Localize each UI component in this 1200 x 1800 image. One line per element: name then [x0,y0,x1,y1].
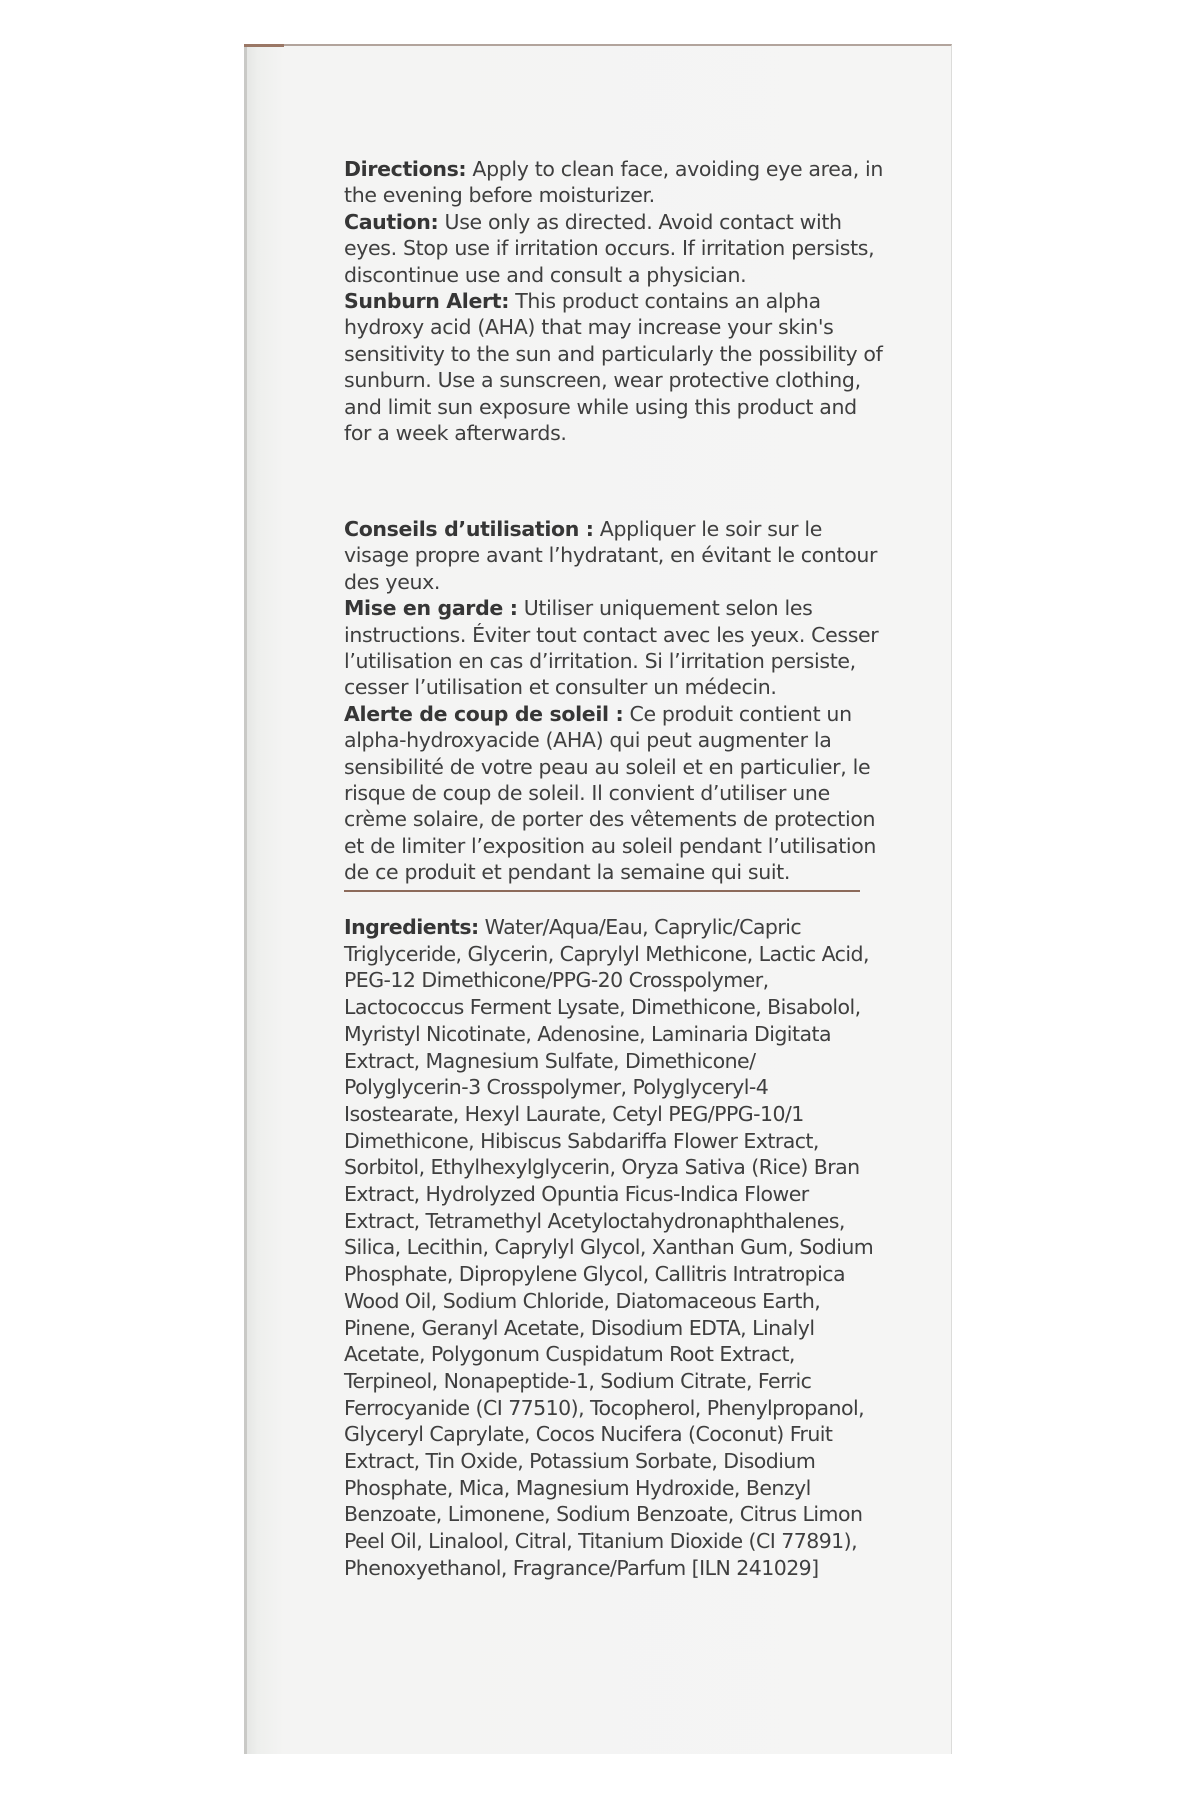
ingredients-section [344,914,884,1582]
product-box-side-panel [244,44,952,1754]
sunburn-heading: Sunburn Alert: [344,289,510,314]
conseils-heading: Conseils d’utilisation : [344,517,594,541]
conseils-paragraph [344,516,884,595]
caution-text: Use only as directed. Avoid contact with eyes. Stop use if irritation occurs. If irritation persists, discontinue use and consult a physician. [344,209,875,287]
directions-heading: Directions: [344,157,467,181]
caution-paragraph [344,209,884,288]
caution-heading: Caution: [344,209,439,234]
sunburn-text: This product contains an alpha hydroxy acid (AHA) that may increase your skin's sensitivity to the sun and particularly the possibility of sunburn. Use a sunscreen, wear protective clothing, and limit sun exposure while using this product and for a week afterwards. [344,289,883,446]
directions-paragraph [344,156,884,209]
mise-en-garde-paragraph [344,595,884,701]
mise-en-garde-heading: Mise en garde : [344,596,518,621]
alerte-text: Ce produit contient un alpha-hydroxyacide (AHA) qui peut augmenter la sensibilité de votre peau au soleil et en particulier, le risque de coup de soleil. Il convient d’utiliser une crème solaire, de porter des vêtements de protection et de limiter l’exposition au soleil pendant l’utilisation de ce produit et pendant la semaine qui suit. [344,701,877,885]
sunburn-paragraph [344,288,884,446]
alerte-paragraph [344,701,884,886]
alerte-heading: Alerte de coup de soleil : [344,701,624,726]
ingredients-paragraph [344,914,884,1582]
directions-text: Apply to clean face, avoiding eye area, in the evening before moisturizer. [344,157,884,208]
english-directions-section [344,156,884,446]
panel-left-edge [244,46,247,1754]
section-divider [344,890,860,892]
conseils-text: Appliquer le soir sur le visage propre avant l’hydratant, en évitant le contour des yeux. [344,517,878,594]
french-directions-section [344,516,884,886]
ingredients-list: Water/Aqua/Eau, Caprylic/Capric Triglyceride, Glycerin, Caprylyl Methicone, Lactic Acid, PEG-12 Dimethicone/PPG-20 Crosspolymer, Lactococcus Ferment Lysate, Dimethicone, Bisabolol, Myristyl Nicotinate, Adenosine, Laminaria Digitata Extract, Magnesium Sulfate, Dimethicone/ Polyglycerin-3 Crosspolymer, Polyglyceryl-4 Isostearate, Hexyl Laurate, Cetyl PEG/PPG-10/1 Dimethicone, Hibiscus Sabdariffa Flower Extract, Sorbitol, Ethylhexylglycerin, Oryza Sativa (Rice) Bran Extract, Hydrolyzed Opuntia Ficus-Indica Flower Extract, Tetramethyl Acetyloctahydronaphthalenes, Silica, Lecithin, Caprylyl Glycol, Xanthan Gum, Sodium Phosphate, Dipropylene Glycol, Callitris Intratropica Wood Oil, Sodium Chloride, Diatomaceous Earth, Pinene, Geranyl Acetate, Disodium EDTA, Linalyl Acetate, Polygonum Cuspidatum Root Extract, Terpineol, Nonapeptide-1, Sodium Citrate, Ferric Ferrocyanide (CI 77510), Tocopherol, Phenylpropanol, Glyceryl Caprylate, Cocos Nucifera (Coconut) Fruit Extract, Tin Oxide, Potassium Sorbate, Disodium Phosphate, Mica, Magnesium Hydroxide, Benzyl Benzoate, Limonene, Sodium Benzoate, Citrus Limon Peel Oil, Linalool, Citral, Titanium Dioxide (CI 77891), Phenoxyethanol, Fragrance/Parfum [ILN 241029] [344,915,874,1580]
ingredients-heading: Ingredients: [344,915,479,939]
panel-top-accent [244,44,284,47]
mise-en-garde-text: Utiliser uniquement selon les instructions. Éviter tout contact avec les yeux. Cesser l’utilisation en cas d’irritation. Si l’irritation persiste, cesser l’utilisation et consulter un médecin. [344,596,879,700]
